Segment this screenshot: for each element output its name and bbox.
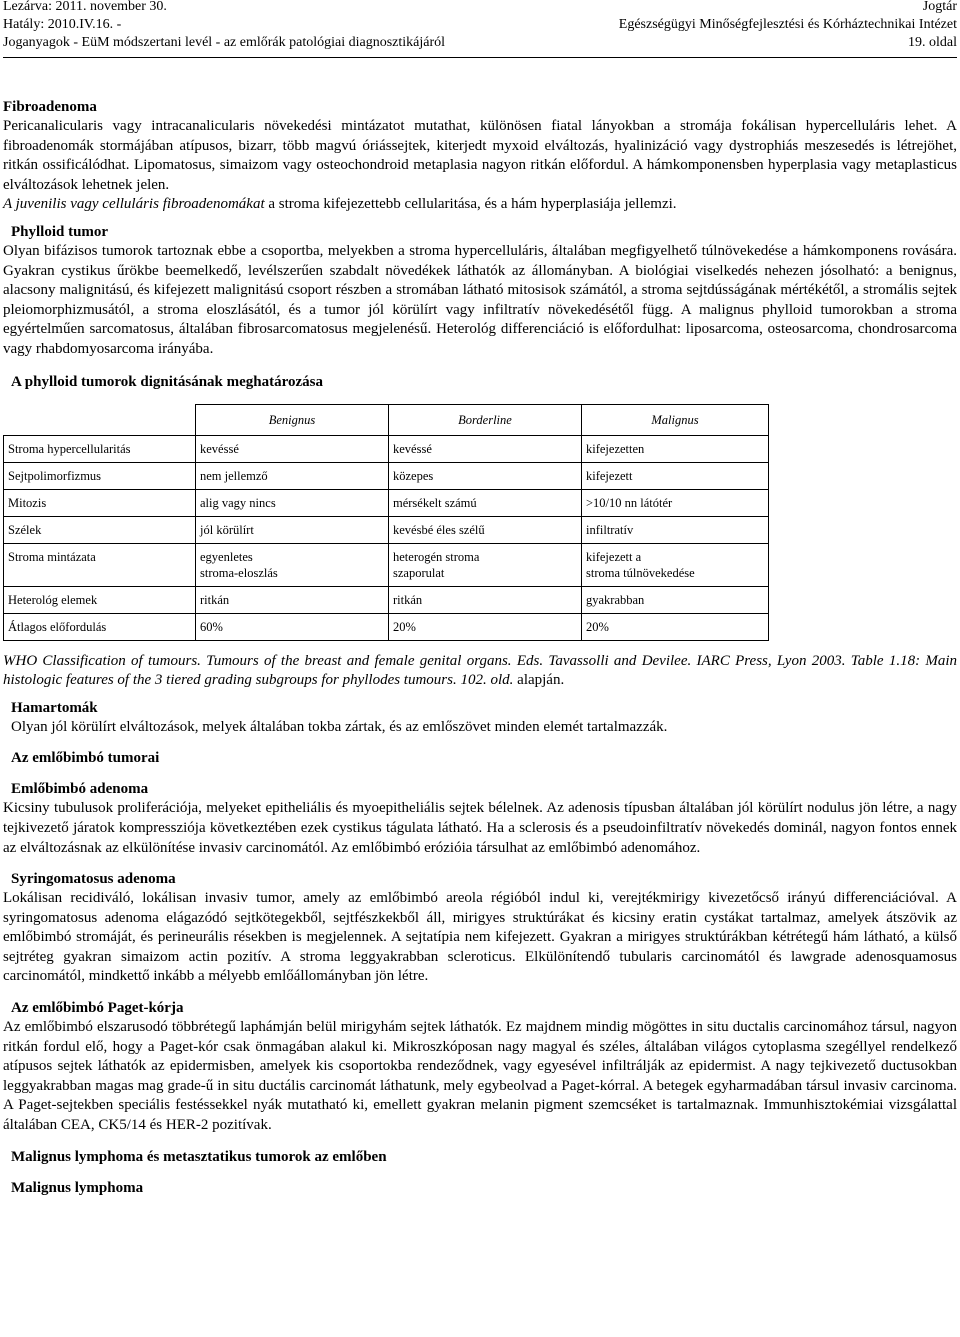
table-row	[4, 586, 769, 613]
table-row	[4, 516, 769, 543]
syringomatous-heading: Syringomatosus adenoma	[11, 871, 176, 888]
header-institute: Egészségügyi Minőségfejlesztési és Kórháztechnikai Intézet	[618, 17, 957, 32]
table-cell-benign: egyenletes stroma-eloszlás	[196, 543, 389, 586]
table-cell-borderline: kevésbé éles szélű	[389, 516, 582, 543]
table-cell-malignant: kifejezett	[582, 462, 769, 489]
table-row	[4, 489, 769, 516]
table-source-citation: WHO Classification of tumours. Tumours of the breast and female genital organs. Eds. Tavassolli and Devilee. IARC Press, Lyon 2003. Table 1.18: Main histologic features of the 3 tiered grading subgroups for phyllodes tumours. 102. old.	[3, 652, 957, 689]
syringomatous-paragraph: Lokálisan recidiváló, lokálisan invasiv tumor, amely az emlőbimbó areola régióból indul ki, verejtékmirigy kivezetőcső irányú differenciációval. A syringomatosus adenoma elágazódó sejtkötegekből, sejtfészkekből áll, mirigyes struktúrákat és kicsiny eratin cystákat tartalmaz, amelyek átszövik az emlőbimbó stromáját, és perineurális résekben is megjelennek. A sejtatípia nem kifejezett. Gyakran a mirigyes struktúrákban kétrétegű hám látható, a külső sejtréteg gyakran simaizom actin pozitív. A stroma leggyakrabban scleroticus. Elkülönítendő tubularis carcinomától és lawgrade adenosquamosus carcinomától, mindkettő inkább a mélyebb emlőállományban jön létre.	[3, 890, 957, 985]
table-cell-feature: Szélek	[4, 516, 196, 543]
nipple-adenoma-heading: Emlőbimbó adenoma	[11, 781, 149, 798]
fibroadenoma-juvenile-paragraph	[3, 195, 957, 215]
header-publisher: Jogtár	[922, 0, 957, 14]
paget-paragraph: Az emlőbimbó elszarusodó többrétegű laphámján belül mirigyhám sejtek láthatók. Ez majdnem mindig mögöttes in situ ductalis carcinomához társul, nagyon ritkán fordul elő, hogy a Paget-kór csak önmagában alakul ki. Mikroszkóposan nagy magyal és széles, általában világos cytoplasma szegéllyel rendelkező atípusos sejtek láthatók az epidermisben, amelyek kis csoportokba rendeződnek, vagy egyesével infiltrálják az epidermist. A nagy tejkivezető ductusokban leggyakrabban magas mag grade-ű in situ ductális carcinomát láthatunk, mely egybeolvad a Paget-kórral. A betegek egyharmadában társul invasiv carcinoma. A Paget-sejtekben speciális festéssekkel nyák mutatható ki, emellett gyakran melanin pigment szemcséket is tartalmaznak. Immunhisztokémiai vizsgálattal általában CEA, CK5/14 és HER-2 pozitívak.	[3, 1019, 957, 1134]
table-cell-malignant: 20%	[582, 613, 769, 640]
table-title: A phylloid tumorok dignitásának meghatározása	[11, 373, 324, 390]
table-cell-feature: Stroma hypercellularitás	[4, 435, 196, 462]
table-cell-feature: Átlagos előfordulás	[4, 613, 196, 640]
table-row	[4, 613, 769, 640]
table-cell-benign: jól körülírt	[196, 516, 389, 543]
nipple-adenoma-paragraph: Kicsiny tubulusok proliferációja, melyeket epitheliális és myoepitheliális sejtek bélelnek. Az adenosis típusban általában jól körülírt nodulus jön létre, a nagy tejkivezető járatok kompressziója következtében ezek cystikus tágulata látható. Ha a sclerosis és a pseudoinfiltratív növekedés dominál, nagyon fontos ennek az elváltozásnak az elkülönítése invasiv carcinomától. Az emlőbimbó erózióia társulhat az emlőbimbó adenomához.	[3, 800, 957, 856]
table-header-malignant: Malignus	[582, 404, 769, 435]
table-cell-feature: Heterológ elemek	[4, 586, 196, 613]
table-header-empty	[4, 404, 196, 435]
table-cell-borderline: kevéssé	[389, 435, 582, 462]
juvenile-fibroadenoma-term: A juvenilis vagy celluláris fibroadenomákat	[3, 196, 265, 213]
table-cell-borderline: 20%	[389, 613, 582, 640]
table-cell-benign: ritkán	[196, 586, 389, 613]
table-cell-malignant: kifejezett a stroma túlnövekedése	[582, 543, 769, 586]
table-cell-benign: nem jellemző	[196, 462, 389, 489]
header-page-number: 19. oldal	[908, 35, 957, 50]
juvenile-fibroadenoma-text: a stroma kifejezettebb cellularitása, és a hám hyperplasiája jellemzi.	[264, 196, 677, 213]
table-cell-benign: kevéssé	[196, 435, 389, 462]
phylloid-heading: Phylloid tumor	[11, 223, 109, 240]
table-cell-malignant: infiltratív	[582, 516, 769, 543]
dignity-table	[3, 404, 769, 641]
table-cell-feature: Sejtpolimorfizmus	[4, 462, 196, 489]
table-cell-malignant: >10/10 nn látótér	[582, 489, 769, 516]
fibroadenoma-heading: Fibroadenoma	[3, 99, 97, 115]
header-document-path: Joganyagok - EüM módszertani levél - az emlőrák patológiai diagnosztikájáról	[3, 35, 446, 50]
table-header-borderline: Borderline	[389, 404, 582, 435]
table-cell-malignant: gyakrabban	[582, 586, 769, 613]
table-cell-borderline: ritkán	[389, 586, 582, 613]
table-source-suffix: alapján.	[513, 672, 565, 689]
table-source-note	[3, 652, 957, 691]
header-effective-date: Hatály: 2010.IV.16. -	[3, 17, 122, 32]
header-row-2	[3, 16, 957, 34]
table-cell-malignant: kifejezetten	[582, 435, 769, 462]
table-cell-feature: Mitozis	[4, 489, 196, 516]
header-divider	[3, 57, 957, 58]
phylloid-paragraph: Olyan bifázisos tumorok tartoznak ebbe a csoportba, melyekben a stroma hypercelluláris, általában megfigyelhető túlnövekedése a hámkomponens rovására. Gyakran cystikus űrökbe beemelkedő, levélszerűen szabdalt növedékek láthatók az állományban. A biológiai viselkedés nehezen jósolható: a benignus, alacsony malignitású, és kifejezett malignitású csoport részben a stromában látható mitosisok számától, a stroma sejtdússágának mértékétől, a stromális sejtek pleiomorphizmusától, a stroma eloszlásától, és a tumor jól körülírt vagy infiltratív növekedésétől függ. A malignus phylloid tumorokban a stroma egyértelműen sarcomatosus, általában fibrosarcomatosus megjelenésű. Heterológ differenciáció is előfordulhat: liposarcoma, osteosarcoma, chondrosarcoma vagy rhabdomyosarcoma irányába.	[3, 242, 957, 357]
paget-heading: Az emlőbimbó Paget-kórja	[11, 1000, 184, 1017]
hamartoma-paragraph: Olyan jól körülírt elváltozások, melyek általában tokba zártak, és az emlőszövet minden elemét tartalmazzák.	[11, 718, 668, 735]
table-header-row	[4, 404, 769, 435]
hamartoma-heading: Hamartomák	[11, 699, 98, 716]
table-cell-benign: 60%	[196, 613, 389, 640]
table-row	[4, 435, 769, 462]
table-header-benign: Benignus	[196, 404, 389, 435]
page-header	[3, 0, 957, 52]
lymphoma-heading: Malignus lymphoma	[11, 1179, 144, 1196]
fibroadenoma-paragraph: Pericanalicularis vagy intracanalicularis növekedési mintázatot mutathat, különösen fiatal lányokban a stromája fokálisan hypercelluláris lehet. A fibroadenomák stormájában atípusos, bizarr, több magvú óriássejtek, kiterjedt myxoid elváltozás, hyalinizáció vagy dystrophiás meszesedés is létrejöhet, ritkán ossificálódhat. Lipomatosus, simaizom vagy osteochondroid metaplasia nagyon ritkán előfordul. A hámkomponensben hyperplasia vagy metaplasticus elváltozások lehetnek jelen.	[3, 118, 957, 193]
header-row-3	[3, 34, 957, 52]
document-body	[3, 97, 957, 1198]
table-row	[4, 543, 769, 586]
header-row-1	[3, 0, 957, 16]
table-cell-feature: Stroma mintázata	[4, 543, 196, 586]
table-cell-benign: alig vagy nincs	[196, 489, 389, 516]
table-cell-borderline: heterogén stroma szaporulat	[389, 543, 582, 586]
header-closed-date: Lezárva: 2011. november 30.	[3, 0, 167, 14]
nipple-tumors-heading: Az emlőbimbó tumorai	[11, 750, 160, 767]
table-cell-borderline: mérsékelt számú	[389, 489, 582, 516]
lymphoma-section-heading: Malignus lymphoma és metasztatikus tumorok az emlőben	[11, 1148, 387, 1165]
table-row	[4, 462, 769, 489]
table-cell-borderline: közepes	[389, 462, 582, 489]
